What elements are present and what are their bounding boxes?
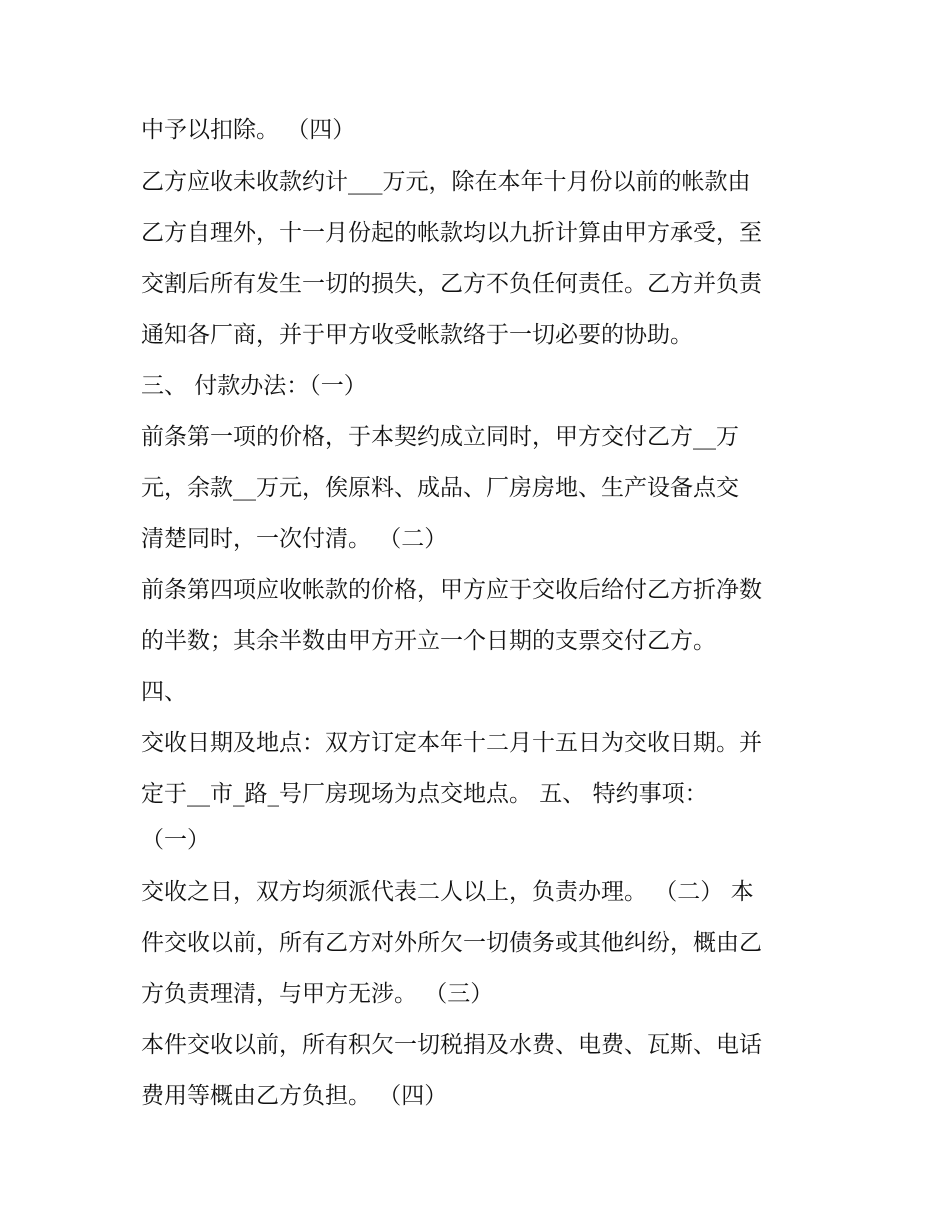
text-line: 方负责理清，与甲方无涉。 （三） bbox=[141, 981, 494, 1007]
text-line: 费用等概由乙方负担。 （四） bbox=[141, 1083, 448, 1109]
text-line: （一） bbox=[141, 827, 210, 853]
text-line: 乙方应收未收款约计___万元，除在本年十月份以前的帐款由 bbox=[141, 169, 751, 195]
text-line: 交收之日，双方均须派代表二人以上，负责办理。 （二） 本 bbox=[141, 879, 754, 905]
section-heading: 四、 bbox=[141, 679, 187, 705]
text-line: 前条第四项应收帐款的价格，甲方应于交收后给付乙方折净数 bbox=[141, 577, 762, 603]
text-line: 本件交收以前，所有积欠一切税捐及水费、电费、瓦斯、电话 bbox=[141, 1032, 762, 1058]
text-line: 的半数；其余半数由甲方开立一个日期的支票交付乙方。 bbox=[141, 628, 716, 654]
text-line: 件交收以前，所有乙方对外所欠一切债务或其他纠纷，概由乙 bbox=[141, 930, 762, 956]
section-heading: 三、 付款办法：（一） bbox=[141, 373, 367, 399]
text-line: 通知各厂商，并于甲方收受帐款络于一切必要的协助。 bbox=[141, 322, 693, 348]
text-line: 元，余款__万元，俟原料、成品、厂房房地、生产设备点交 bbox=[141, 475, 739, 501]
text-line: 交割后所有发生一切的损失，乙方不负任何责任。乙方并负责 bbox=[141, 271, 762, 297]
text-line: 前条第一项的价格，于本契约成立同时，甲方交付乙方__万 bbox=[141, 424, 739, 450]
text-line: 定于__市_路_号厂房现场为点交地点。 五、 特约事项： bbox=[141, 781, 708, 807]
text-line: 清楚同时，一次付清。 （二） bbox=[141, 526, 448, 552]
text-line: 交收日期及地点：双方订定本年十二月十五日为交收日期。并 bbox=[141, 730, 762, 756]
text-line: 乙方自理外，十一月份起的帐款均以九折计算由甲方承受，至 bbox=[141, 220, 762, 246]
text-line: 中予以扣除。 （四） bbox=[141, 117, 356, 143]
